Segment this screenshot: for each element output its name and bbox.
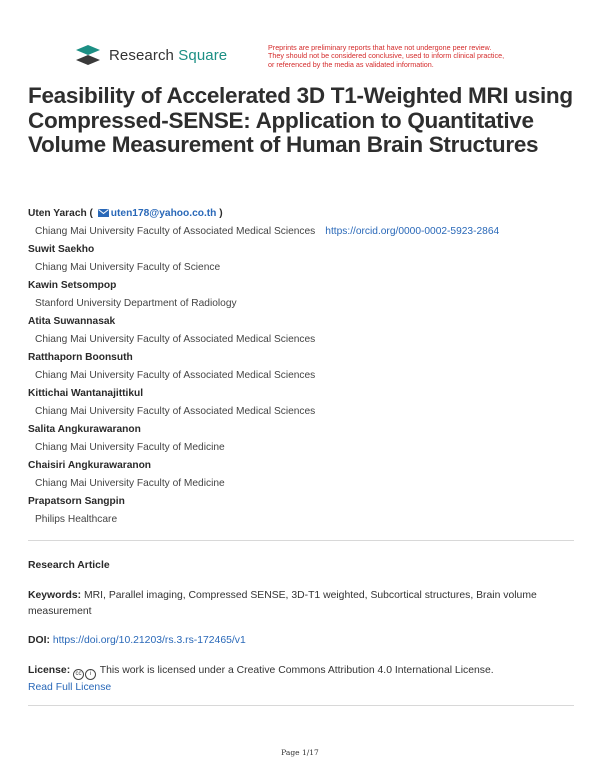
keywords: Keywords: MRI, Parallel imaging, Compressed SENSE, 3D-T1 weighted, Subcortical structures, Brain volume measurement bbox=[28, 590, 537, 617]
author-name: Kawin Setsompop bbox=[28, 280, 117, 291]
author-affiliation: Chiang Mai University Faculty of Associated Medical Sciences bbox=[35, 406, 316, 417]
author-affiliation: Chiang Mai University Faculty of Associated Medical Sciences bbox=[35, 370, 316, 381]
author-email-link[interactable]: uten178@yahoo.co.th bbox=[110, 208, 217, 219]
license: License: cc i This work is licensed under a Creative Commons Attribution 4.0 International License. Read Full License bbox=[28, 665, 494, 693]
doi-link[interactable]: https://doi.org/10.21203/rs.3.rs-172465/v1 bbox=[52, 635, 246, 646]
author-name: Suwit Saekho bbox=[28, 244, 95, 255]
author-affiliation: Chiang Mai University Faculty of Associated Medical Sciences bbox=[35, 334, 316, 345]
author-affiliation: Chiang Mai University Faculty of Associated Medical Sciences https://orcid.org/0000-0002-5923-2864 bbox=[28, 223, 588, 241]
author-name: Kittichai Wantanajittikul bbox=[28, 388, 144, 399]
read-full-license-link[interactable]: Read Full License bbox=[28, 682, 112, 693]
page-number: Page 1/17 bbox=[281, 748, 319, 757]
cc-license-icon bbox=[73, 669, 97, 680]
research-square-logo[interactable] bbox=[74, 44, 227, 66]
author-list bbox=[28, 205, 588, 529]
divider bbox=[28, 540, 574, 541]
author-affiliation: Chiang Mai University Faculty of Medicine bbox=[35, 442, 225, 453]
preprint-disclaimer: Preprints are preliminary reports that have not undergone peer review. They should not be considered conclusive, used to inform clinical practice, or referenced by the media as validated information. bbox=[268, 43, 505, 69]
orcid-link[interactable]: https://orcid.org/0000-0002-5923-2864 bbox=[325, 226, 500, 237]
paper-title: Feasibility of Accelerated 3D T1-Weighted MRI using Compressed-SENSE: Application to Quantitative Volume Measurement of Human Brain Structures bbox=[28, 83, 573, 157]
logo-text: Research Square bbox=[109, 46, 228, 64]
research-square-logo-icon bbox=[74, 44, 102, 66]
doi: DOI: https://doi.org/10.21203/rs.3.rs-172465/v1 bbox=[28, 635, 246, 646]
corresponding-author: Uten Yarach ( uten178@yahoo.co.th ) bbox=[28, 208, 223, 219]
author-affiliation: Stanford University Department of Radiology bbox=[35, 298, 237, 309]
attribution-icon: i bbox=[85, 669, 96, 680]
article-type: Research Article bbox=[28, 560, 110, 571]
cc-icon: cc bbox=[73, 669, 84, 680]
author-name: Prapatsorn Sangpin bbox=[28, 496, 125, 507]
author-affiliation: Chiang Mai University Faculty of Science bbox=[35, 262, 221, 273]
divider bbox=[28, 705, 574, 706]
mail-icon bbox=[98, 209, 109, 217]
author-affiliation: Chiang Mai University Faculty of Medicine bbox=[35, 478, 225, 489]
author-name: Atita Suwannasak bbox=[28, 316, 116, 327]
author-name: Ratthaporn Boonsuth bbox=[28, 352, 133, 363]
author-affiliation: Philips Healthcare bbox=[35, 514, 118, 525]
author-name: Chaisiri Angkurawaranon bbox=[28, 460, 152, 471]
author-name: Salita Angkurawaranon bbox=[28, 424, 141, 435]
